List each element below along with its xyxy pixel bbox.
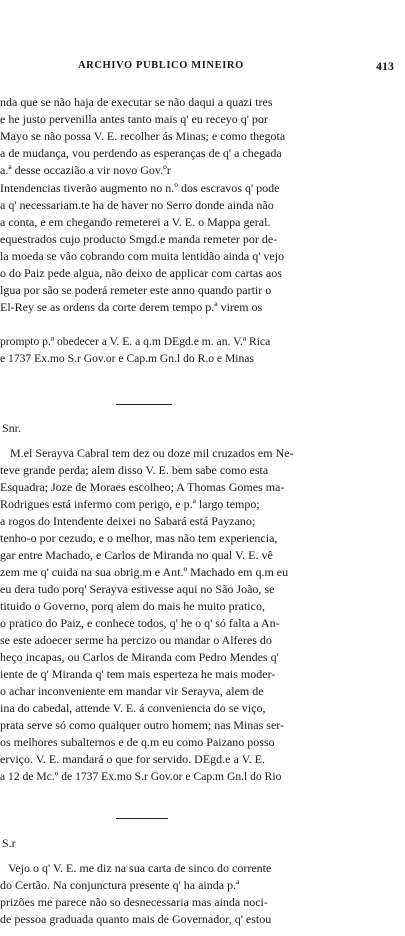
text-line: tenho-o por cezudo, e o melhor, mas não tem experiencia, — [0, 531, 278, 545]
text-line: e 1737 Ex.mo S.r Gov.or e Cap.m Gn.l do R.o e Minas — [0, 352, 254, 365]
text-line: Vejo o q' V. E. me diz na sua carta de sinco do corrente — [8, 861, 272, 875]
text-line: o do Paiz pede algua, não deixo de applicar com cartas aos — [0, 266, 282, 280]
text-line: zem me q' cuida na sua obrig.m e Ant.º Machado em q.m eu — [0, 565, 289, 579]
text-line: a de mudança, vou perdendo as esperanças de q' a chegada — [0, 146, 282, 160]
text-line: a q' necessariam.te ha de haver no Serro donde ainda não — [0, 198, 274, 212]
text-line: prata serve só como qualquer outro homem; nas Minas ser- — [0, 718, 285, 732]
text-line: e he justo pervenilla antes tanto mais q' eu receyo q' por — [0, 112, 268, 126]
text-line: iente de q' Miranda q' tem mais esperteza he mais moder- — [0, 667, 276, 681]
text-line: gar entre Machado, e Carlos de Miranda no qual V. E. vê — [0, 548, 273, 562]
text-line: eu dera tudo porq' Serayva estivesse aqui no São João, se — [0, 582, 275, 596]
text-line: Mayo se não possa V. E. recolher ás Minas; e como thegota — [0, 129, 286, 143]
text-line: os melhores subalternos e de q.m eu como Paizano posso — [0, 735, 275, 749]
page-number: 413 — [376, 59, 394, 73]
text-line: a.ª desse occazião a vir novo Gov.ºr — [0, 163, 171, 177]
page-header — [0, 60, 405, 80]
text-line: ina do cabedal, attende V. E. á conveniencia do se viço, — [0, 701, 266, 715]
text-line: prizões me parece não so desnecessaria mas ainda noci- — [0, 895, 268, 909]
text-line: El-Rey se as ordens da corte derem tempo p.ª virem os — [0, 300, 263, 314]
text-line: la moeda se vão cobrando com muita lentidão ainda q' vejo — [0, 249, 285, 263]
text-line: se este adoecer serme ha percizo ou mandar o Alferes do — [0, 633, 272, 647]
salutation: Snr. — [2, 421, 22, 435]
text-line: tituido o Governo, porq alem do mais he muito pratico, — [0, 599, 265, 613]
text-line: do Certão. Na conjunctura presente q' ha ainda p.ª — [0, 878, 240, 892]
text-line: a conta, e em chegando remeterei a V. E. o Mappa geral. — [0, 215, 271, 229]
text-line: de pessoa graduada quanto mais de Governador, q' estou — [0, 912, 272, 926]
text-line: a rogos do Intendente deixei no Sabará está Payzano; — [0, 514, 256, 528]
archive-title: ARCHIVO PUBLICO MINEIRO — [78, 60, 244, 71]
text-line: M.el Serayva Cabral tem dez ou doze mil cruzados em Ne- — [10, 446, 294, 460]
text-line: Esquadra; Joze de Moraes escolheo; A Thomas Gomes ma- — [0, 480, 285, 494]
section-divider — [116, 404, 172, 405]
text-line: o achar inconveniente em mandar vir Serayva, alem de — [0, 684, 264, 698]
text-line: lgua por são se poderá remeter este anno quando partir o — [0, 283, 272, 297]
text-line: equestrados cujo producto Smgd.e manda remeter por de- — [0, 232, 278, 246]
text-line: erviço. V. E. mandará o que for servido. DEgd.e a V. E. — [0, 752, 266, 766]
text-line: a 12 de Mc.º de 1737 Ex.mo S.r Gov.or e Cap.m Gn.l do Rio — [0, 770, 282, 783]
text-line: nda que se não haja de executar se não daqui a quazi tres — [0, 95, 273, 109]
text-line: o pratico do Paiz, e conhece todos, q' he o q' só falta a An- — [0, 616, 280, 630]
text-line: Rodrigues está infermo com perigo, e p.ª largo tempo; — [0, 497, 260, 511]
text-line: Intendencias tiverão augmento no n.º dos escravos q' pode — [0, 181, 280, 195]
salutation: S.r — [2, 836, 16, 850]
text-line: prompto p.ª obedecer a V. E. a q.m DEgd.e m. an. V.ª Rica — [0, 335, 271, 348]
section-divider — [116, 818, 168, 819]
text-line: teve grande perda; alem disso V. E. bem sabe como esta — [0, 463, 269, 477]
text-line: heço incapas, ou Carlos de Miranda com Pedro Mendes q' — [0, 650, 279, 664]
